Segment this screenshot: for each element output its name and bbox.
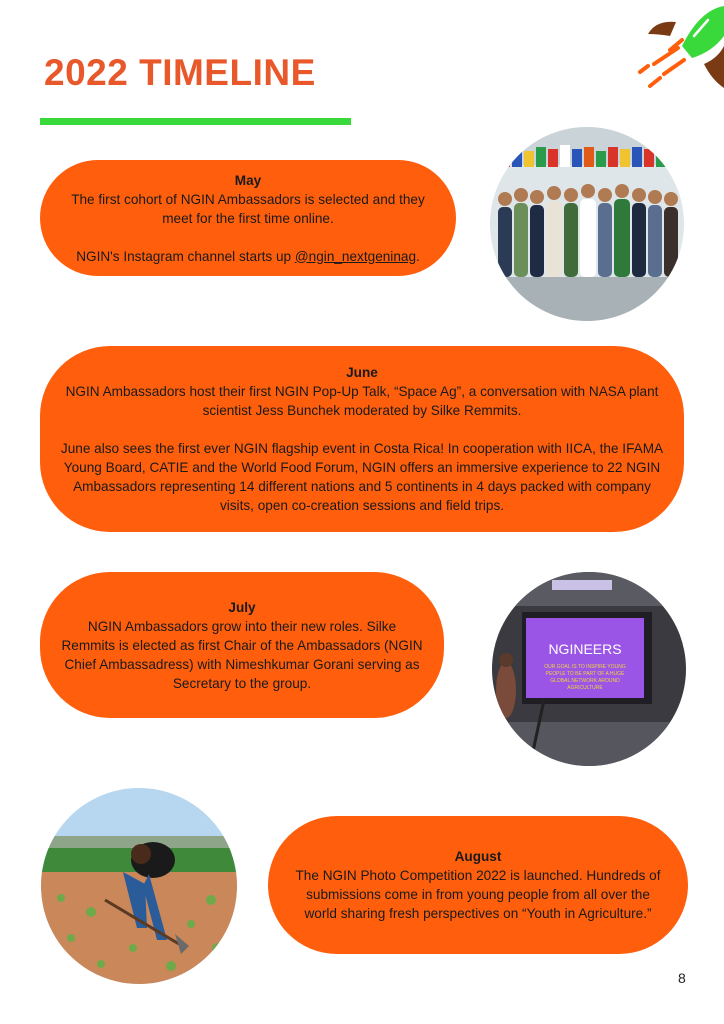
month-label: May: [234, 172, 262, 188]
screen-line-1: OUR GOAL IS TO INSPIRE YOUNG: [544, 664, 626, 670]
page-title: 2022 TIMELINE: [44, 52, 316, 93]
ngin-logo: [634, 6, 724, 94]
screen-title: NGINEERS: [548, 641, 622, 657]
title-underline: [40, 118, 351, 125]
timeline-card-june: [40, 346, 684, 532]
month-label: August: [454, 849, 502, 864]
timeline-card-july: [40, 572, 444, 718]
ngineers-presentation-photo: [492, 572, 686, 766]
ambassadors-group-photo: [490, 127, 684, 321]
august-text-1: The NGIN Photo Competition 2022 is launched. Hundreds of submissions come in from young people from all over the world sharing fresh perspectives on “Youth in Agriculture.”: [295, 868, 661, 921]
screen-line-2: PEOPLE TO BE PART OF A HUGE: [545, 671, 625, 677]
field-worker-photo: [41, 788, 237, 984]
timeline-card-may: [40, 160, 456, 276]
month-label: July: [228, 599, 256, 615]
may-text-2-prefix: NGIN's Instagram channel starts up: [76, 248, 295, 264]
july-text-1: NGIN Ambassadors grow into their new roles. Silke Remmits is elected as first Chair of the Ambassadors (NGIN Chief Ambassadress) with Nimeshkumar Gorani serving as Secretary to the group.: [61, 618, 423, 691]
instagram-link[interactable]: @ngin_nextgeninag: [294, 248, 417, 264]
month-label: June: [346, 365, 378, 380]
june-text-1: NGIN Ambassadors host their first NGIN Pop-Up Talk, “Space Ag”, a conversation with NASA plant scientist Jess Bunchek moderated by Silke Remmits.: [65, 384, 659, 418]
screen-line-4: AGRICULTURE: [567, 685, 603, 691]
page-number: 8: [678, 970, 686, 986]
may-text-2-suffix: .: [416, 248, 420, 264]
may-text-2: [76, 247, 420, 266]
may-text-1: The first cohort of NGIN Ambassadors is selected and they meet for the first time online.: [71, 191, 425, 226]
june-text-2: June also sees the first ever NGIN flagship event in Costa Rica! In cooperation with IICA, the IFAMA Young Board, CATIE and the World Food Forum, NGIN offers an immersive experience to 22 NGIN Ambassadors representing 14 different nations and 5 continents in 4 days packed with company visits, open co-creation sessions and field trips.: [60, 441, 664, 513]
timeline-card-august: [268, 816, 688, 954]
screen-line-3: GLOBAL NETWORK AROUND: [550, 678, 620, 684]
